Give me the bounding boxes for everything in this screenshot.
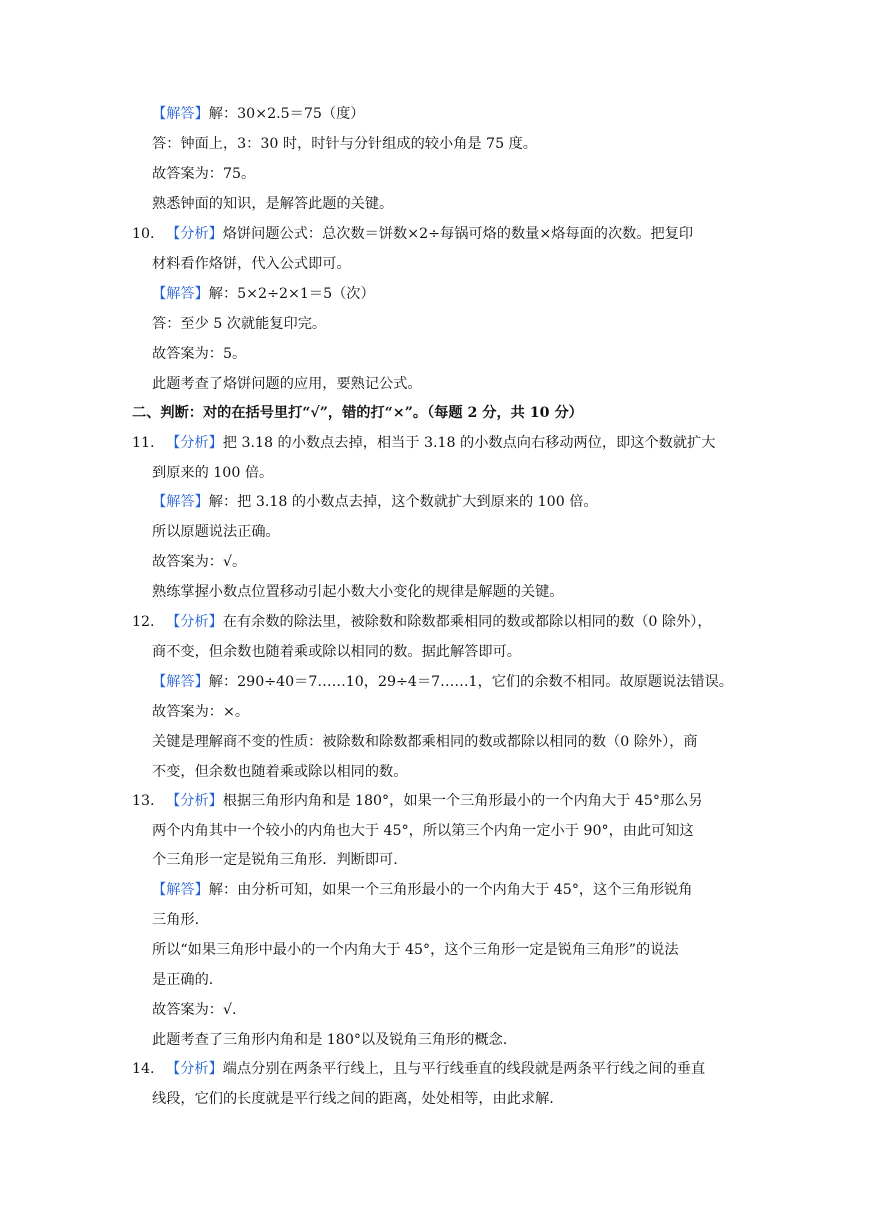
text-line: 不变，但余数也随着乘或除以相同的数。 bbox=[152, 764, 408, 780]
analysis-tag: 【分析】 bbox=[166, 614, 223, 630]
text-line: 是正确的. bbox=[152, 972, 214, 988]
text-line: 答：钟面上，3：30 时，时针与分针组成的较小角是 75 度。 bbox=[152, 136, 537, 152]
analysis-line bbox=[132, 224, 693, 244]
text-line: 熟悉钟面的知识，是解答此题的关键。 bbox=[152, 196, 394, 212]
text-line: 故答案为：√。 bbox=[152, 554, 247, 570]
answer-text: 解：由分析可知，如果一个三角形最小的一个内角大于 45°，这个三角形锐角 bbox=[208, 882, 693, 898]
analysis-text: 商不变，但余数也随着乘或除以相同的数。据此解答即可。 bbox=[152, 644, 521, 660]
analysis-text: 端点分别在两条平行线上，且与平行线垂直的线段就是两条平行线之间的垂直 bbox=[222, 1061, 706, 1077]
text-line: 所以原题说法正确。 bbox=[152, 524, 280, 540]
answer-text: 解：把 3.18 的小数点去掉，这个数就扩大到原来的 100 倍。 bbox=[208, 494, 598, 510]
analysis-text: 把 3.18 的小数点去掉，相当于 3.18 的小数点向右移动两位，即这个数就扩大 bbox=[222, 435, 716, 451]
text-line: 故答案为：5。 bbox=[152, 346, 247, 362]
analysis-text: 两个内角其中一个较小的内角也大于 45°，所以第三个内角一定小于 90°，由此可知这 bbox=[152, 823, 694, 839]
analysis-tag: 【分析】 bbox=[166, 226, 223, 242]
text-line: 熟练掌握小数点位置移动引起小数大小变化的规律是解题的关键。 bbox=[152, 584, 564, 600]
analysis-line bbox=[132, 1059, 705, 1079]
question-number: 12. bbox=[132, 614, 155, 630]
answer-line bbox=[152, 672, 733, 692]
answer-text: 解：290÷40＝7……10，29÷4＝7……1，它们的余数不相同。故原题说法错误。 bbox=[208, 674, 733, 690]
analysis-tag: 【分析】 bbox=[166, 1061, 223, 1077]
analysis-tag: 【分析】 bbox=[166, 435, 223, 451]
text-line: 故答案为：×。 bbox=[152, 704, 250, 720]
analysis-line bbox=[132, 791, 703, 811]
text-line: 故答案为：75。 bbox=[152, 166, 256, 182]
analysis-text: 到原来的 100 倍。 bbox=[152, 465, 274, 481]
question-number: 14. bbox=[132, 1061, 155, 1077]
question-number: 13. bbox=[132, 793, 155, 809]
text-line: 所以“如果三角形中最小的一个内角大于 45°，这个三角形一定是锐角三角形”的说法 bbox=[152, 942, 679, 958]
question-number: 11. bbox=[132, 435, 155, 451]
text-line: 关键是理解商不变的性质：被除数和除数都乘相同的数或都除以相同的数（0 除外），商 bbox=[152, 734, 698, 750]
analysis-text: 烙饼问题公式：总次数＝饼数×2÷每锅可烙的数量×烙每面的次数。把复印 bbox=[222, 226, 694, 242]
answer-text: 解：30×2.5＝75（度） bbox=[208, 106, 365, 122]
analysis-text: 材料看作烙饼，代入公式即可。 bbox=[152, 256, 351, 272]
text-line: 故答案为：√. bbox=[152, 1002, 237, 1018]
analysis-text: 根据三角形内角和是 180°，如果一个三角形最小的一个内角大于 45°那么另 bbox=[222, 793, 703, 809]
text-line: 此题考查了烙饼问题的应用，要熟记公式。 bbox=[152, 376, 422, 392]
text-line: 三角形. bbox=[152, 912, 200, 928]
answer-text: 解：5×2÷2×1＝5（次） bbox=[208, 286, 375, 302]
analysis-line bbox=[132, 433, 715, 453]
analysis-text: 线段，它们的长度就是平行线之间的距离，处处相等，由此求解. bbox=[152, 1091, 554, 1107]
answer-tag: 【解答】 bbox=[152, 286, 209, 302]
answer-line bbox=[152, 492, 598, 512]
analysis-text: 个三角形一定是锐角三角形．判断即可. bbox=[152, 852, 398, 868]
question-number: 10. bbox=[132, 226, 155, 242]
analysis-line bbox=[132, 612, 712, 632]
text-line: 此题考查了三角形内角和是 180°以及锐角三角形的概念. bbox=[152, 1032, 508, 1048]
text-line: 答：至少 5 次就能复印完。 bbox=[152, 316, 327, 332]
answer-line bbox=[152, 104, 364, 124]
answer-line bbox=[152, 880, 692, 900]
answer-tag: 【解答】 bbox=[152, 106, 209, 122]
answer-tag: 【解答】 bbox=[152, 882, 209, 898]
answer-line bbox=[152, 284, 375, 304]
analysis-text: 在有余数的除法里，被除数和除数都乘相同的数或都除以相同的数（0 除外）， bbox=[222, 614, 712, 630]
section-heading: 二、判断：对的在括号里打“√”，错的打“×”。（每题 2 分，共 10 分） bbox=[132, 405, 583, 421]
answer-tag: 【解答】 bbox=[152, 674, 209, 690]
analysis-tag: 【分析】 bbox=[166, 793, 223, 809]
answer-tag: 【解答】 bbox=[152, 494, 209, 510]
